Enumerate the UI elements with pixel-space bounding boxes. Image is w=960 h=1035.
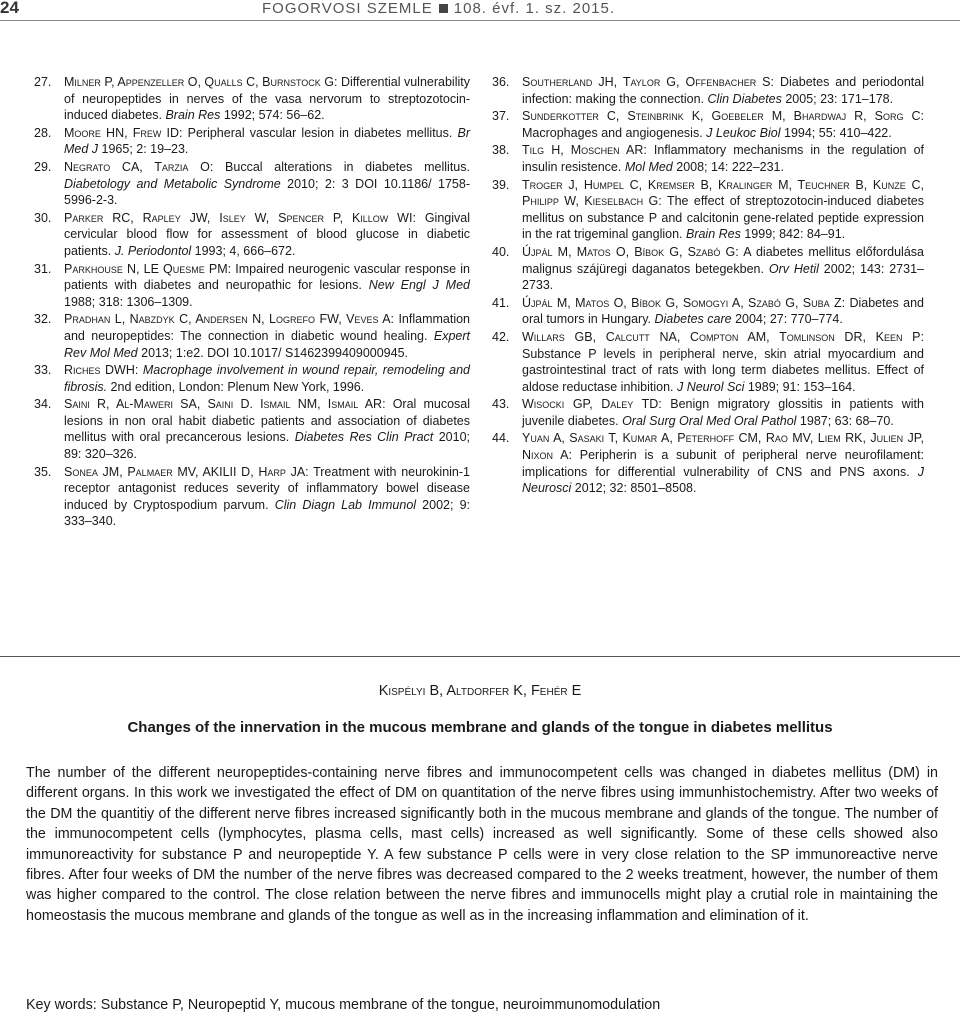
reference-number: 33. <box>34 363 52 378</box>
square-bullet-icon <box>439 4 448 13</box>
reference-title: Benign migratory glossitis in patients with juvenile diabetes. <box>522 397 924 428</box>
reference-citation: 2010; 2: 3 DOI 10.1186/ 1758-5996-2-3. <box>64 176 470 208</box>
reference-authors: Riches DWH: <box>64 363 139 378</box>
reference-title: Diabetes and periodontal infection: making the connection. <box>522 75 924 106</box>
reference-authors: Parker RC, Rapley JW, Isley W, Spencer P, Killow WI: <box>64 210 416 225</box>
reference-item <box>492 108 924 141</box>
reference-title: The effect of streptozotocin-induced diabetes mellitus on substance P and calcitonin gene-related peptide expression in the rat trigeminal ganglion. <box>522 194 924 242</box>
reference-item <box>34 464 470 530</box>
reference-item <box>492 74 924 107</box>
reference-citation: 2002; 143: 2731–2733. <box>522 261 924 293</box>
reference-authors: Parkhouse N, LE Quesme PM: <box>64 261 232 276</box>
reference-item <box>492 329 924 395</box>
reference-item <box>492 295 924 328</box>
reference-number: 44. <box>492 431 510 446</box>
reference-title: Inflammation and neuropeptides: The connection in diabetic wound healing. <box>64 312 471 343</box>
english-abstract <box>0 656 960 1035</box>
reference-journal: Diabetes Res Clin Pract <box>294 430 434 445</box>
abstract-keywords: Key words: Substance P, Neuropeptid Y, mucous membrane of the tongue, neuroimmunomodulation <box>26 997 661 1013</box>
reference-title: Gingival cervicular blood flow for assessment of blood glucose in diabetic patients. <box>64 210 470 258</box>
reference-number: 36. <box>492 75 510 89</box>
reference-authors: Pradhan L, Nabzdyk C, Andersen N, Logrefo FW, Veves A: <box>64 312 395 327</box>
reference-item <box>34 74 470 124</box>
reference-journal: J Neurosci <box>522 464 924 496</box>
reference-citation: 2004; 27: 770–774. <box>731 312 843 327</box>
reference-journal: Brain Res <box>685 227 741 242</box>
reference-number: 29. <box>34 159 52 174</box>
reference-citation: 2012; 32: 8501–8508. <box>571 481 697 496</box>
reference-citation: 2002; 9: 333–340. <box>64 497 470 529</box>
abstract-body: The number of the different neuropeptides-containing nerve fibres and immunocompetent cells was changed in diabetes mellitus (DM) in different organs. In this work we investigated the effect of DM on quantitation of the nerve fibres using immunhistochemistry. After two weeks of the DM the quantitiy of the different nerve fibres increased significantly both in the mucous membrane and glands of the tongue. The number of the immunocompetent cells (lymphocytes, plasma cells, mast cells) increased as well significantly. Some of these cells showed also immunoreactivity for substance P and neuropeptide Y. A few substance P cells were in very close relation to the SP immunoreactive nerve fibres. After four weeks of DM the number of the nerve fibres was decreased compared to the 2 weeks treatment, however, the number of them was higher compared to the control. The close relation between the nerve fibres and immunocells might play a crutial role in maintaining the homeostasis the mucous membrane and glands of the tongue as well as in the increasing inflammation and elimination of it. <box>26 765 938 924</box>
reference-item <box>34 159 470 209</box>
reference-citation: 2008; 14: 222–231. <box>672 159 784 174</box>
reference-title: Treatment with neurokinin-1 receptor antagonist reduces severity of inflammatory bowel disease induced by Cryptospodium parvum. <box>64 464 470 512</box>
reference-item <box>34 362 470 395</box>
reference-title: Diabetes and oral tumors in Hungary. <box>522 295 924 327</box>
reference-number: 37. <box>492 109 510 124</box>
reference-item <box>34 311 470 361</box>
reference-journal: Clin Diagn Lab Immunol <box>274 497 417 512</box>
reference-journal: J. Periodontol <box>114 243 192 258</box>
reference-citation: 1988; 318: 1306–1309. <box>64 294 193 309</box>
reference-journal: Diabetology and Metabolic Syndrome <box>64 176 281 191</box>
reference-title: Peripheral vascular lesion in diabetes mellitus. <box>182 125 458 140</box>
reference-number: 42. <box>492 329 510 344</box>
reference-number: 35. <box>34 464 52 479</box>
reference-authors: Saini R, Al-Maweri SA, Saini D. Ismail NM, Ismail AR: <box>64 397 386 412</box>
page-header <box>0 0 960 20</box>
journal-name: FOGORVOSI SZEMLE <box>262 0 433 17</box>
reference-journal: J Neurol Sci <box>676 379 745 394</box>
reference-title: Buccal alterations in diabetes mellitus. <box>213 159 470 174</box>
reference-item <box>492 177 924 243</box>
reference-authors: Wisocki GP, Daley TD: <box>522 397 662 412</box>
reference-journal: Br Med J <box>64 125 471 157</box>
reference-item <box>492 430 924 496</box>
reference-item <box>34 261 470 311</box>
reference-authors: Újpál M, Matos O, Bíbok G, Somogyi A, Szabó G, Suba Z: <box>522 295 846 310</box>
reference-journal: Oral Surg Oral Med Oral Pathol <box>622 413 797 428</box>
reference-citation: 1965; 2: 19–23. <box>98 142 189 157</box>
journal-issue: 108. évf. 1. sz. 2015. <box>453 0 616 17</box>
reference-number: 41. <box>492 295 510 310</box>
reference-citation: 1987; 63: 68–70. <box>796 413 894 428</box>
header-rule <box>0 20 960 21</box>
reference-authors: Tilg H, Moschen AR: <box>522 143 647 158</box>
reference-item <box>492 142 924 175</box>
reference-citation: 1999; 842: 84–91. <box>740 227 846 242</box>
reference-journal: New Engl J Med <box>368 278 471 293</box>
references-left-column <box>34 74 470 531</box>
reference-number: 32. <box>34 312 52 327</box>
reference-authors: Troger J, Humpel C, Kremser B, Kralinger M, Teuchner B, Kunze C, Philipp W, Kieselbach G: <box>522 177 924 209</box>
reference-number: 38. <box>492 143 510 158</box>
reference-journal: Expert Rev Mol Med <box>64 328 470 360</box>
reference-citation: 2010; 89: 320–326. <box>64 430 470 462</box>
page-number: 24 <box>0 0 19 17</box>
reference-authors: Negrato CA, Tarzia O: <box>64 159 214 174</box>
reference-citation: 1994; 55: 410–422. <box>780 125 892 140</box>
reference-journal: Clin Diabetes <box>707 91 782 106</box>
reference-journal: Diabetes care <box>654 312 732 327</box>
reference-authors: Milner P, Appenzeller O, Qualls C, Burnstock G: <box>64 75 338 89</box>
references-right-column <box>492 74 924 498</box>
reference-item <box>34 396 470 462</box>
abstract-authors: Kispélyi B, Altdorfer K, Fehér E <box>378 683 582 699</box>
reference-authors: Willars GB, Calcutt NA, Compton AM, Tomlinson DR, Keen P: <box>522 329 924 344</box>
reference-journal: Mol Med <box>624 159 673 174</box>
reference-number: 34. <box>34 397 52 412</box>
reference-journal: J Leukoc Biol <box>706 125 781 140</box>
reference-number: 28. <box>34 125 52 140</box>
reference-title: Substance P levels in peripheral nerve, skin atrial myocardium and gastrointestinal tract of rats with long term diabetes mellitus. Effect of aldose reductase inhibition. <box>522 346 924 394</box>
reference-item <box>492 396 924 429</box>
reference-title: Oral mucosal lesions in non oral habit diabetic patients and association of diabetes mellitus with oral precancerous lesions. <box>64 397 470 445</box>
reference-title: Macrophages and angiogenesis. <box>522 125 707 140</box>
reference-authors: Sonea JM, Palmaer MV, AKILII D, Harp JA: <box>64 464 309 479</box>
reference-title: Impaired neurogenic vascular response in patients with diabetes and neuropathic for lesions. <box>64 261 471 293</box>
reference-item <box>34 125 470 158</box>
reference-authors: Yuan A, Sasaki T, Kumar A, Peterhoff CM, Rao MV, Liem RK, Julien JP, Nixon A: <box>522 431 924 463</box>
reference-authors: Southerland JH, Taylor G, Offenbacher S: <box>522 75 774 89</box>
abstract-title: Changes of the innervation in the mucous membrane and glands of the tongue in diabetes mellitus <box>127 719 833 736</box>
reference-citation: 1992; 574: 56–62. <box>220 108 325 123</box>
reference-citation: 1993; 4, 666–672. <box>191 243 296 258</box>
reference-number: 30. <box>34 210 52 225</box>
reference-number: 40. <box>492 244 510 259</box>
reference-number: 27. <box>34 75 52 89</box>
reference-number: 43. <box>492 397 510 412</box>
reference-journal: Macrophage involvement in wound repair, remodeling and fibrosis. <box>64 363 470 394</box>
running-head <box>262 0 615 17</box>
reference-authors: Újpál M, Matos O, Bíbok G, Szabó G: <box>522 244 739 259</box>
reference-title: Peripherin is a subunit of peripheral nerve neurofilament: implications for differential vulnerability of CNS and PNS axons. <box>522 448 925 479</box>
reference-title: A diabetes mellitus előfordulása malignus szájüregi daganatos betegekben. <box>522 244 924 276</box>
reference-title: Inflammatory mechanisms in the regulation of insulin resistence. <box>522 143 924 174</box>
reference-citation: 2013; 1:e2. DOI 10.1017/ S1462399409000945. <box>137 345 409 360</box>
reference-item <box>34 210 470 260</box>
reference-journal: Orv Hetil <box>768 261 819 276</box>
reference-journal: Brain Res <box>165 108 221 123</box>
reference-authors: Sunderkotter C, Steinbrink K, Goebeler M, Bhardwaj R, Sorg C: <box>522 109 924 124</box>
reference-citation: 2nd edition, London: Plenum New York, 1996. <box>107 379 365 394</box>
reference-title: Differential vulnerability of neuropeptides in nerves of the vasa nervorum to streptozotocin-induced diabetes. <box>64 75 470 123</box>
reference-citation: 2005; 23: 171–178. <box>781 91 894 106</box>
reference-number: 39. <box>492 177 510 192</box>
reference-authors: Moore HN, Frew ID: <box>64 125 183 140</box>
reference-number: 31. <box>34 261 52 276</box>
reference-citation: 1989; 91: 153–164. <box>744 379 856 394</box>
reference-item <box>492 244 924 294</box>
